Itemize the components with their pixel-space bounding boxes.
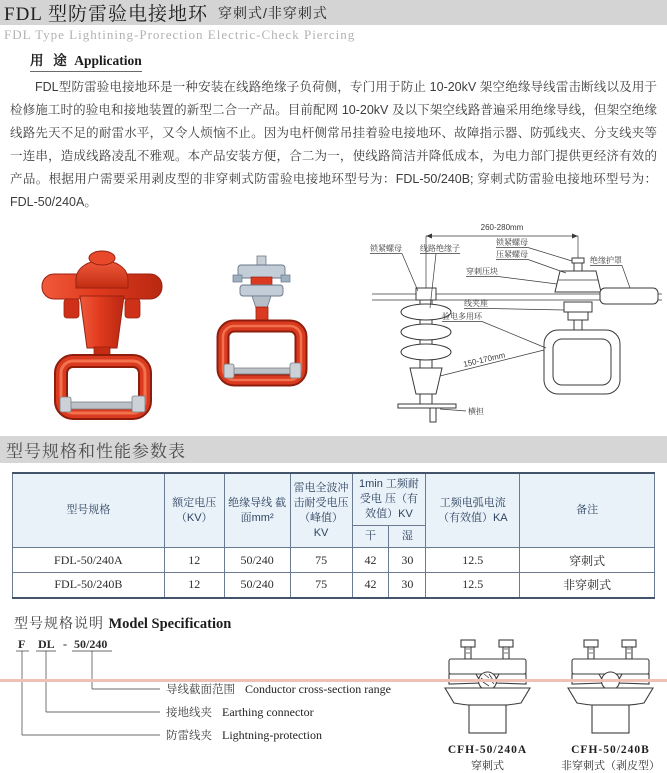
svg-text:横担: 横担 — [468, 407, 484, 416]
cell: 42 — [352, 548, 389, 573]
cell: 12 — [164, 573, 224, 598]
cell: 12.5 — [426, 573, 520, 598]
svg-text:DL: DL — [38, 636, 55, 651]
svg-text:-: - — [63, 636, 67, 651]
svg-text:锁紧螺母: 锁紧螺母 — [370, 244, 402, 253]
application-heading — [30, 49, 142, 72]
spec-section-title: 型号规格和性能参数表 — [6, 442, 186, 461]
model-spec-row — [0, 635, 667, 773]
installation-diagram-svg — [368, 218, 667, 426]
svg-text:260-280mm: 260-280mm — [480, 223, 524, 232]
col-header-cross-section: 绝缘导线 截面mm² — [224, 473, 290, 548]
clamp-drawings — [440, 637, 660, 773]
cell: 50/240 — [224, 573, 290, 598]
clamp-a-drawing — [440, 637, 535, 737]
col-header-arc-current: 工频电弧电流 （有效值）KA — [426, 473, 520, 548]
product-photos — [0, 218, 368, 430]
col-header-remark: 备注 — [520, 473, 655, 548]
cell: 30 — [389, 573, 426, 598]
insulator-drawing — [398, 288, 456, 422]
clamp-drawing — [544, 258, 658, 394]
spec-section-band — [0, 436, 667, 463]
product-photo-piercing — [26, 244, 178, 422]
page-title-type: 穿刺式/非穿刺式 — [217, 4, 328, 21]
clamp-b-type: 非穿刺式（剥皮型） — [561, 759, 660, 772]
cell-remark: 穿刺式 — [520, 548, 655, 573]
page-subtitle-en: FDL Type Lightining-Prorection Electric-Check Piercing — [4, 27, 356, 42]
application-heading-cn: 用 途 — [30, 53, 70, 68]
clamp-b-model: CFH-50/240B — [571, 743, 650, 756]
table-row — [13, 573, 655, 598]
svg-text:防雷线夹: 防雷线夹 — [166, 729, 212, 742]
clamp-a-type: 穿刺式 — [471, 759, 504, 772]
model-code-svg — [10, 635, 430, 753]
cell: 12 — [164, 548, 224, 573]
clamp-figure-b — [561, 637, 660, 773]
col-header-power-freq: 1min 工频耐受电 压（有效值）KV — [352, 473, 426, 526]
spec-table — [12, 472, 655, 599]
col-header-wet: 湿 — [389, 526, 426, 548]
svg-text:压紧螺母: 压紧螺母 — [496, 250, 528, 259]
application-paragraph: FDL型防雷验电接地环是一种安装在线路绝缘子负荷侧，专门用于防止 10-20kV 架空绝缘导线雷击断线以及用于检修施工时的验电和接地装置的新型二合一产品。目前配网 10-20kV 及以下架空线路普遍采用绝缘导线，但架空绝缘线路先天不足的耐雷水平，又令人烦恼不止。因为电杆侧常吊挂着验电接地环、故障指示器、防弧线夹、分支线夹等一连串，造成线路凌乱不雅观。本产品安装方便，合二为一，使线路简洁并降低成本，为电力部门提供更经济有效的产品。根据用户需要采用剥皮型的非穿刺式防雷验电接地环型号为：FDL-50/240B; 穿刺式防雷验电接地环型号为：FDL-50/240A。 — [10, 80, 657, 209]
model-spec-heading-cn: 型号规格说明 — [14, 614, 104, 631]
cell-model: FDL-50/240A — [13, 548, 165, 573]
svg-text:150-170mm: 150-170mm — [462, 350, 507, 369]
page-title: FDL 型防雷验电接地环 — [4, 4, 208, 25]
cell: 12.5 — [426, 548, 520, 573]
col-header-rated-voltage: 额定电压 （KV） — [164, 473, 224, 548]
table-row — [13, 548, 655, 573]
svg-text:线夹座: 线夹座 — [464, 299, 488, 308]
application-heading-en: Application — [74, 53, 142, 68]
svg-text:锁紧螺母: 锁紧螺母 — [496, 238, 528, 247]
svg-text:接地线夹: 接地线夹 — [166, 706, 212, 719]
metal-clamp-icon — [233, 256, 290, 311]
svg-text:50/240: 50/240 — [74, 636, 108, 651]
cell-remark: 非穿刺式 — [520, 573, 655, 598]
cell: 30 — [389, 548, 426, 573]
svg-text:线路绝缘子: 线路绝缘子 — [420, 244, 460, 253]
cell: 75 — [290, 548, 352, 573]
svg-text:Conductor cross-section range: Conductor cross-section range — [245, 681, 391, 696]
red-clamp-body-icon — [42, 251, 162, 360]
clamp-figure-a — [440, 637, 535, 773]
cell: 50/240 — [224, 548, 290, 573]
page-bottom-rule — [0, 679, 667, 682]
col-header-model: 型号规格 — [13, 473, 165, 548]
svg-text:Lightning-protection: Lightning-protection — [222, 727, 322, 742]
col-header-impulse: 雷电全波冲 击耐受电压 （峰值）KV — [290, 473, 352, 548]
svg-text:绝缘护罩: 绝缘护罩 — [590, 256, 622, 265]
product-photo-clamp — [206, 254, 318, 404]
clamp-a-model: CFH-50/240A — [447, 743, 528, 756]
svg-text:验电多用环: 验电多用环 — [442, 312, 482, 321]
title-band — [0, 0, 667, 25]
cell-model: FDL-50/240B — [13, 573, 165, 598]
model-code-breakdown — [10, 635, 430, 773]
col-header-dry: 干 — [352, 526, 389, 548]
figures-row — [0, 218, 667, 430]
svg-text:导线截面范围: 导线截面范围 — [166, 683, 235, 696]
model-spec-heading — [14, 613, 667, 633]
cell: 42 — [352, 573, 389, 598]
clamp-b-drawing — [563, 637, 658, 737]
svg-text:Earthing connector: Earthing connector — [222, 704, 314, 719]
installation-diagram — [368, 218, 667, 430]
svg-text:穿刺压块: 穿刺压块 — [466, 267, 498, 276]
model-spec-heading-en: Model Specification — [108, 615, 232, 632]
svg-text:F: F — [18, 636, 26, 651]
cell: 75 — [290, 573, 352, 598]
